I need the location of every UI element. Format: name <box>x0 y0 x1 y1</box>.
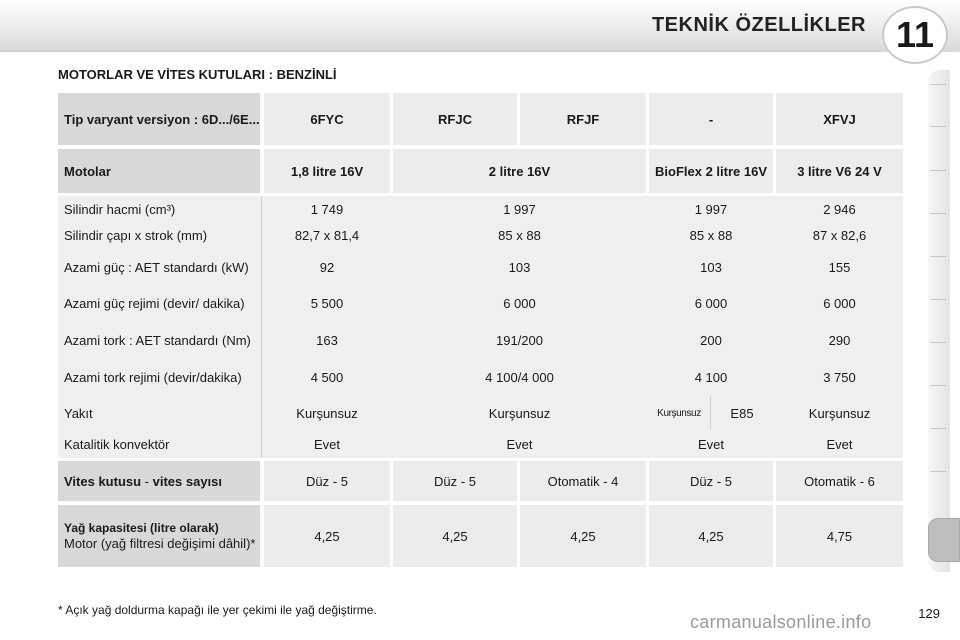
oil-value: 4,25 <box>520 505 646 567</box>
oil-label-sub: Motor (yağ filtresi değişimi dâhil)* <box>64 536 256 551</box>
oil-value: 4,75 <box>776 505 903 567</box>
gearbox-label-b: vites sayısı <box>152 473 223 489</box>
page-title: TEKNİK ÖZELLİKLER <box>651 14 866 36</box>
chapter-tab-strip <box>928 70 950 572</box>
oil-label-title: Yağ kapasitesi (litre olarak) <box>64 521 219 535</box>
tab-divider <box>930 84 946 85</box>
fuel-label: Yakıt <box>64 405 93 421</box>
tab-divider <box>930 170 946 171</box>
spec-value: 5 500 <box>310 295 344 311</box>
spec-value: 163 <box>316 332 338 348</box>
spec-value: 1 997 <box>503 201 536 217</box>
spec-label: Azami tork : AET standardı (Nm) <box>64 332 251 348</box>
chapter-badge: 11 <box>882 6 948 64</box>
catalytic-value: Evet <box>506 436 533 452</box>
spec-value: 103 <box>508 259 531 275</box>
spec-value: 92 <box>319 259 335 275</box>
spec-label: Silindir çapı x strok (mm) <box>64 227 208 243</box>
version-code: RFJC <box>393 93 517 145</box>
tab-divider <box>930 385 946 386</box>
tab-divider <box>930 256 946 257</box>
version-code: XFVJ <box>776 93 903 145</box>
spec-value: 191/200 <box>496 332 543 348</box>
oil-value: 4,25 <box>264 505 390 567</box>
fuel-value: Kurşunsuz <box>808 405 871 421</box>
chapter-tab-active[interactable] <box>928 518 960 562</box>
fuel-value: Kurşunsuz <box>488 405 551 421</box>
spec-value: 85 x 88 <box>689 227 733 243</box>
gearbox-value: Düz - 5 <box>393 461 517 501</box>
catalytic-value: Evet <box>697 436 724 452</box>
gearbox-label <box>58 461 260 501</box>
gearbox-value: Otomatik - 6 <box>776 461 903 501</box>
spec-value: 87 x 82,6 <box>812 227 867 243</box>
gearbox-label-sep: - <box>141 473 153 489</box>
engine-name: 3 litre V6 24 V <box>776 149 903 193</box>
tab-divider <box>930 471 946 472</box>
spec-value: 4 500 <box>310 369 344 385</box>
catalytic-label: Katalitik konvektör <box>64 436 170 452</box>
spec-value: 200 <box>700 332 722 348</box>
fuel-value: Kurşunsuz <box>296 405 358 421</box>
spec-value: 2 946 <box>823 201 856 217</box>
spec-value: 290 <box>828 332 851 348</box>
spec-value: 4 100 <box>694 369 728 385</box>
engine-name: 1,8 litre 16V <box>264 149 390 193</box>
version-code: 6FYC <box>264 93 390 145</box>
gearbox-value: Düz - 5 <box>649 461 773 501</box>
watermark: carmanualsonline.info <box>690 612 872 632</box>
spec-label: Azami güç rejimi (devir/ dakika) <box>64 295 245 311</box>
spec-value: 1 749 <box>310 201 344 217</box>
oil-value: 4,25 <box>393 505 517 567</box>
spec-value: 6 000 <box>503 295 536 311</box>
header-line <box>0 50 880 52</box>
spec-label: Silindir hacmi (cm³) <box>64 201 176 217</box>
spec-value: 85 x 88 <box>498 227 541 243</box>
engine-name: 2 litre 16V <box>393 149 646 193</box>
spec-value: 82,7 x 81,4 <box>294 227 360 243</box>
tab-divider <box>930 428 946 429</box>
gearbox-label-a: Vites kutusu <box>64 473 142 489</box>
spec-value: 3 750 <box>823 369 856 385</box>
oil-value: 4,25 <box>649 505 773 567</box>
footnote: * Açık yağ doldurma kapağı ile yer çekimi ile yağ değiştirme. <box>58 603 377 617</box>
oil-label <box>58 505 260 567</box>
spec-label: Azami güç : AET standardı (kW) <box>64 259 249 275</box>
spec-value: 6 000 <box>694 295 728 311</box>
column-divider <box>261 196 262 458</box>
engine-label: Motolar <box>58 149 260 193</box>
tab-divider <box>930 299 946 300</box>
fuel-value-unleaded: Kurşunsuz <box>657 407 701 419</box>
spec-value: 4 100/4 000 <box>485 369 554 385</box>
spec-value: 1 997 <box>694 201 728 217</box>
engine-name: BioFlex 2 litre 16V <box>649 149 773 193</box>
spec-label: Azami tork rejimi (devir/dakika) <box>64 369 242 385</box>
tab-divider <box>930 213 946 214</box>
spec-value: 6 000 <box>823 295 856 311</box>
catalytic-value: Evet <box>826 436 853 452</box>
version-label: Tip varyant versiyon : 6D.../6E... <box>58 93 260 145</box>
catalytic-value: Evet <box>313 436 340 452</box>
tab-divider <box>930 126 946 127</box>
spec-value: 103 <box>700 259 722 275</box>
page-number: 129 <box>918 606 940 621</box>
fuel-value-e85: E85 <box>730 405 754 421</box>
tab-divider <box>930 342 946 343</box>
gearbox-value: Düz - 5 <box>264 461 390 501</box>
spec-value: 155 <box>828 259 851 275</box>
gearbox-value: Otomatik - 4 <box>520 461 646 501</box>
section-title: MOTORLAR VE VİTES KUTULARI : BENZİNLİ <box>58 67 337 82</box>
version-code: - <box>649 93 773 145</box>
version-code: RFJF <box>520 93 646 145</box>
